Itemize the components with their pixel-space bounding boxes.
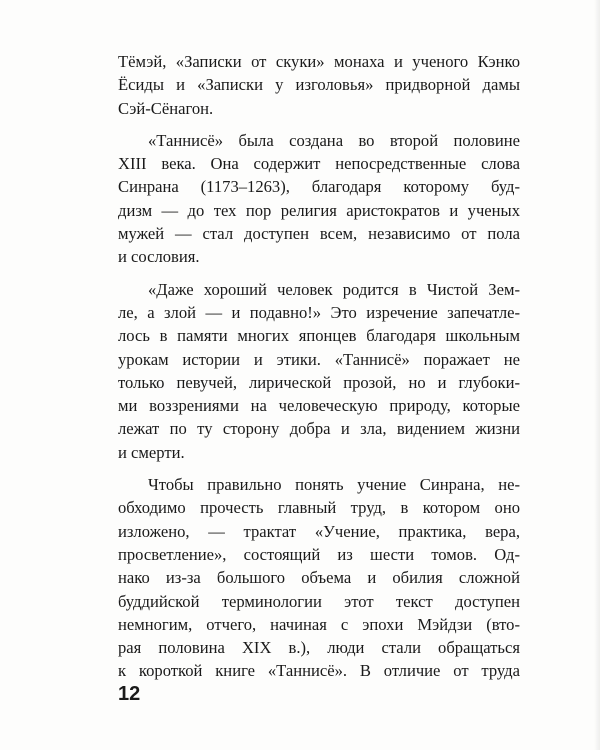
text-line: ле, а злой — и подавно!» Это изречение запечатле-: [118, 302, 520, 322]
text-line: лежат по ту сторону добра и зла, видением жизни: [118, 419, 520, 439]
text-line: только певучей, лирической прозой, но и глубоки-: [118, 372, 520, 392]
text-line: урокам истории и этики. «Таннисё» поражает не: [118, 349, 520, 369]
text-line: «Таннисё» была создана во второй половине: [148, 130, 520, 150]
body-text: [118, 50, 520, 683]
text-line: Синрана (1173–1263), благодаря которому буд-: [118, 177, 520, 197]
text-line: «Даже хороший человек родится в Чистой Зем-: [148, 279, 520, 299]
text-line: лось в памяти многих японцев благодаря школьным: [118, 326, 520, 346]
page-number: 12: [118, 683, 141, 705]
text-line: Чтобы правильно понять учение Синрана, не-: [148, 475, 520, 495]
text-line: обходимо прочесть главный труд, в котором оно: [118, 498, 520, 518]
text-line: рая половина XIX в.), люди стали обращаться: [118, 638, 520, 658]
text-line: Ёсиды и «Записки у изголовья» придворной дамы: [118, 75, 520, 95]
text-line: ми воззрениями на человеческую природу, которые: [118, 396, 520, 416]
text-line: немногим, отчего, начиная с эпохи Мэйдзи (вто-: [118, 614, 520, 634]
text-line: и сословия.: [118, 247, 200, 267]
text-line: дизм — до тех пор религия аристократов и ученых: [118, 200, 520, 220]
text-line: просветление», состоящий из шести томов. Од-: [118, 544, 520, 564]
text-line: мужей — стал доступен всем, независимо от пола: [118, 224, 520, 244]
text-line: нако из-за большого объема и обилия сложной: [118, 568, 520, 588]
text-line: XIII века. Она содержит непосредственные слова: [118, 154, 520, 174]
text-line: и смерти.: [118, 442, 185, 462]
text-line: к короткой книге «Таннисё». В отличие от труда: [118, 661, 520, 681]
page-edge-shadow: [594, 0, 600, 750]
text-line: изложено, — трактат «Учение, практика, вера,: [118, 521, 520, 541]
text-line: Сэй-Сёнагон.: [118, 98, 214, 118]
text-line: буддийской терминологии этот текст доступен: [118, 591, 520, 611]
text-line: Тёмэй, «Записки от скуки» монаха и ученого Кэнко: [118, 52, 520, 71]
